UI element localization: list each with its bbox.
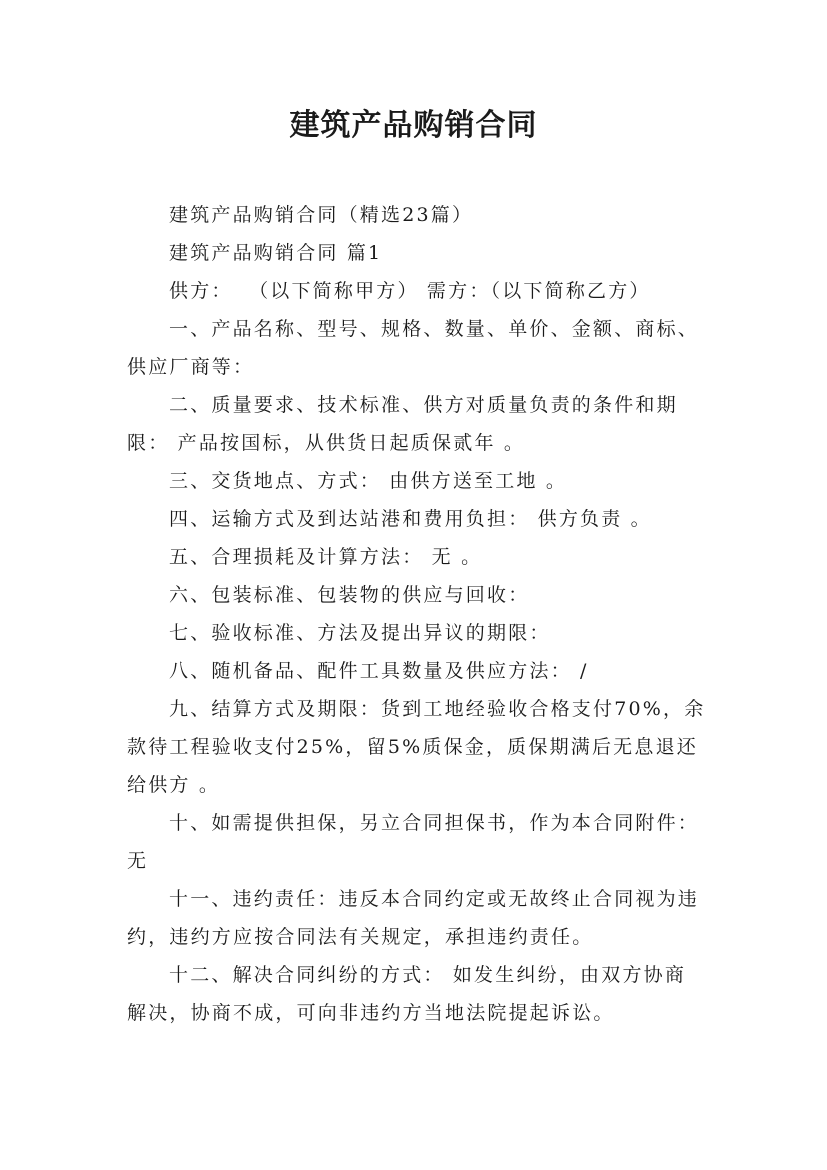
paragraph-clause-10: 十、如需提供担保，另立合同担保书，作为本合同附件：无 bbox=[127, 812, 700, 872]
paragraph-clause-2: 二、质量要求、技术标准、供方对质量负责的条件和期限： 产品按国标，从供货日起质保贰年 。 bbox=[127, 394, 678, 454]
paragraph-clause-11: 十一、违约责任：违反本合同约定或无故终止合同视为违约，违约方应按合同法有关规定，承担违约责任。 bbox=[127, 888, 700, 948]
paragraph-clause-1: 一、产品名称、型号、规格、数量、单价、金额、商标、供应厂商等： bbox=[127, 318, 700, 378]
paragraph-parties: 供方： （以下简称甲方） 需方：（以下简称乙方） bbox=[169, 280, 651, 302]
document-body bbox=[127, 190, 707, 1032]
paragraph-clause-5: 五、合理损耗及计算方法： 无 。 bbox=[169, 546, 483, 568]
paragraph-section-heading: 建筑产品购销合同 篇1 bbox=[169, 242, 383, 264]
paragraph-subtitle: 建筑产品购销合同（精选23篇） bbox=[169, 204, 474, 226]
paragraph-clause-3: 三、交货地点、方式： 由供方送至工地 。 bbox=[169, 470, 568, 492]
paragraph-clause-7: 七、验收标准、方法及提出异议的期限： bbox=[169, 622, 551, 644]
paragraph-clause-9: 九、结算方式及期限：货到工地经验收合格支付70%，余款待工程验收支付25%，留5%质保金，质保期满后无息退还给供方 。 bbox=[127, 698, 706, 796]
document-title: 建筑产品购销合同 bbox=[289, 108, 538, 143]
paragraph-clause-8: 八、随机备品、配件工具数量及供应方法： / bbox=[169, 660, 589, 682]
paragraph-clause-12: 十二、解决合同纠纷的方式： 如发生纠纷，由双方协商解决，协商不成，可向非违约方当地法院提起诉讼。 bbox=[127, 964, 687, 1024]
paragraph-clause-6: 六、包装标准、包装物的供应与回收： bbox=[169, 584, 530, 606]
paragraph-clause-4: 四、运输方式及到达站港和费用负担： 供方负责 。 bbox=[169, 508, 652, 530]
